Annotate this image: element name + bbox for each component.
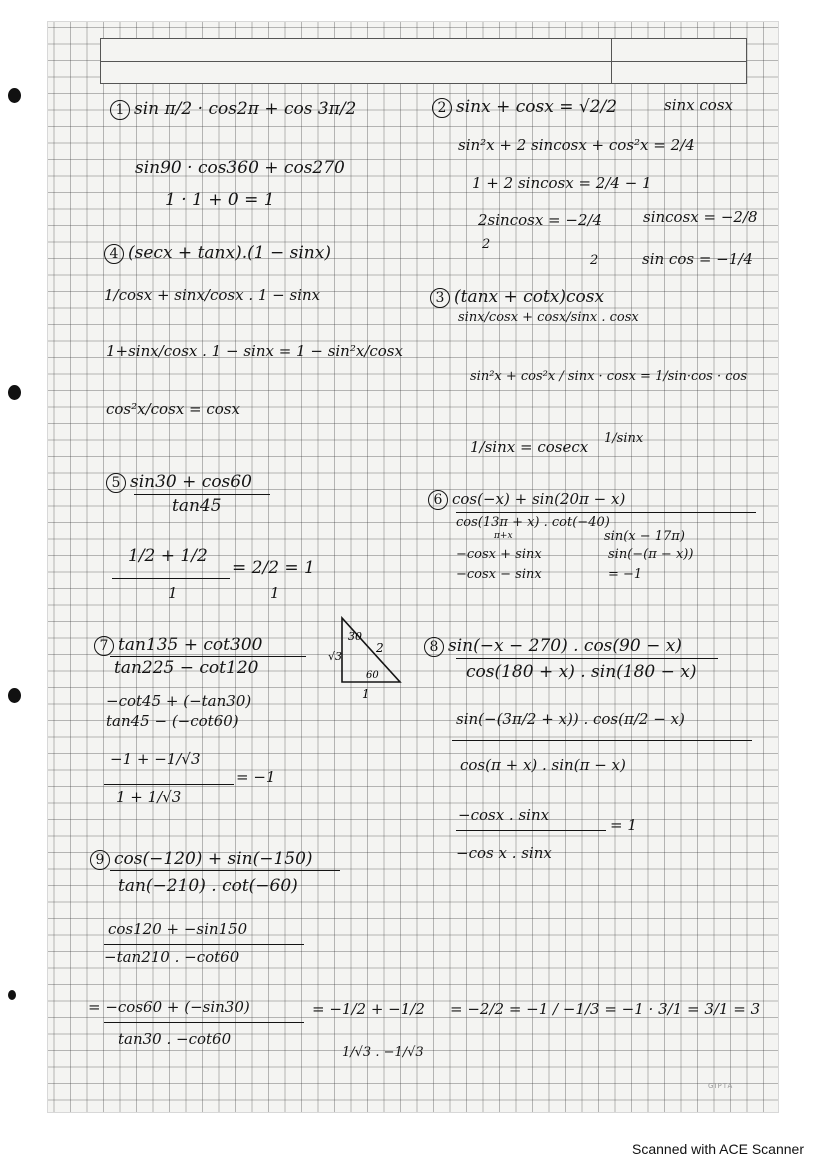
problem-number: 8 — [424, 637, 444, 657]
fraction-bar — [104, 944, 304, 945]
problem-2-line-4b: sincosx = −2/8 — [643, 208, 758, 226]
punch-hole — [8, 990, 16, 1000]
problem-5-line-3b: = 2/2 = 1 — [232, 558, 315, 578]
problem-8-line-5b: = 1 — [610, 816, 637, 834]
problem-3-line-1: 3 (tanx + cotx)cosx — [430, 288, 604, 308]
fraction-bar — [134, 494, 270, 495]
triangle-hypotenuse: 2 — [376, 641, 384, 655]
triangle-side: √3 — [328, 650, 343, 663]
problem-number: 9 — [90, 850, 110, 870]
problem-8-line-5: −cosx . sinx — [458, 806, 550, 824]
problem-6-line-4b: = −1 — [608, 567, 643, 582]
problem-7-line-5b: = −1 — [236, 768, 276, 786]
problem-5-line-3: 1/2 + 1/2 — [128, 546, 208, 566]
problem-9-line-5: = −cos60 + (−sin30) — [88, 998, 250, 1016]
problem-6-line-2b: π+x — [494, 531, 513, 541]
problem-9-line-1: 9 cos(−120) + sin(−150) — [90, 850, 313, 870]
problem-8-line-4: cos(π + x) . sin(π − x) — [460, 756, 626, 774]
problem-number: 3 — [430, 288, 450, 308]
problem-7-line-1: 7 tan135 + cot300 — [94, 636, 262, 656]
problem-2-line-2: sin²x + 2 sincosx + cos²x = 2/4 — [458, 136, 695, 154]
problem-1-line-3: 1 · 1 + 0 = 1 — [165, 190, 275, 210]
problem-6-line-2c: sin(x − 17π) — [604, 529, 685, 544]
problem-5-line-4: 1 — [168, 584, 178, 602]
problem-6-line-3: −cosx + sinx — [456, 547, 542, 562]
header-box — [100, 38, 747, 84]
problem-3-line-2: sinx/cosx + cosx/sinx . cosx — [458, 310, 639, 325]
problem-7-line-5: −1 + −1/√3 — [110, 750, 201, 768]
scanner-watermark: Scanned with ACE Scanner — [632, 1141, 804, 1157]
problem-9-line-9: = −2/2 = −1 / −1/3 = −1 · 3/1 = 3/1 = 3 — [450, 1000, 761, 1018]
punch-hole — [8, 88, 21, 103]
problem-7-line-6: 1 + 1/√3 — [116, 788, 182, 806]
fraction-bar — [110, 870, 340, 871]
problem-8-line-6: −cos x . sinx — [456, 844, 552, 862]
triangle-base: 1 — [362, 687, 370, 701]
triangle-angle-bottom: 60 — [366, 670, 379, 681]
problem-9-line-3: cos120 + −sin150 — [108, 920, 248, 938]
fraction-bar — [456, 512, 756, 513]
problem-2-denominator-b: 2 — [590, 253, 599, 268]
problem-2-line-4: 2sincosx = −2/4 — [478, 211, 603, 229]
problem-7-line-4: tan45 − (−cot60) — [106, 712, 239, 730]
triangle-angle-top: 30 — [348, 630, 362, 643]
punch-hole — [8, 385, 21, 400]
problem-9-line-7: = −1/2 + −1/2 — [312, 1000, 425, 1018]
fraction-bar — [110, 656, 306, 657]
problem-number: 5 — [106, 473, 126, 493]
problem-6-line-3b: sin(−(π − x)) — [608, 547, 694, 562]
problem-2-denominator: 2 — [482, 237, 491, 252]
fraction-bar — [452, 740, 752, 741]
problem-3-line-4: 1/sinx = cosecx — [470, 438, 589, 456]
problem-8-line-2: cos(180 + x) . sin(180 − x) — [466, 662, 697, 682]
problem-9-line-8: 1/√3 . −1/√3 — [342, 1045, 424, 1060]
problem-number: 6 — [428, 490, 448, 510]
problem-6-line-4: −cosx − sinx — [456, 567, 542, 582]
problem-7-line-3: −cot45 + (−tan30) — [106, 692, 252, 710]
problem-2-line-3: 1 + 2 sincosx = 2/4 − 1 — [472, 174, 652, 192]
problem-3-line-3: sin²x + cos²x / sinx · cosx = 1/sin·cos · cos — [470, 369, 748, 384]
problem-4-line-3: 1+sinx/cosx . 1 − sinx = 1 − sin²x/cosx — [106, 342, 403, 360]
problem-6-line-1: 6 cos(−x) + sin(20π − x) — [428, 490, 625, 510]
fraction-bar — [456, 830, 606, 831]
problem-9-line-6: tan30 . −cot60 — [118, 1030, 232, 1048]
header-divider — [101, 61, 746, 62]
problem-8-line-1: 8 sin(−x − 270) . cos(90 − x) — [424, 637, 682, 657]
fraction-bar — [104, 1022, 304, 1023]
problem-number: 7 — [94, 636, 114, 656]
problem-5-line-1: 5 sin30 + cos60 — [106, 473, 252, 493]
problem-7-line-2: tan225 − cot120 — [114, 658, 259, 678]
problem-5-line-4b: 1 — [270, 584, 280, 602]
fraction-bar — [456, 658, 718, 659]
problem-9-line-4: −tan210 . −cot60 — [104, 948, 240, 966]
problem-2-aside: sinx cosx — [664, 96, 733, 114]
problem-2-result: sin cos = −1/4 — [642, 250, 753, 268]
fraction-bar — [112, 578, 230, 579]
triangle-diagram — [330, 612, 410, 702]
problem-4-line-1: 4 (secx + tanx).(1 − sinx) — [104, 244, 331, 264]
problem-4-line-2: 1/cosx + sinx/cosx . 1 − sinx — [104, 286, 321, 304]
problem-number: 1 — [110, 100, 130, 120]
problem-5-line-2: tan45 — [172, 496, 222, 516]
problem-8-line-3: sin(−(3π/2 + x)) . cos(π/2 − x) — [456, 710, 685, 728]
fraction-bar — [104, 784, 234, 785]
problem-1-line-2: sin90 · cos360 + cos270 — [135, 158, 345, 178]
problem-4-line-4: cos²x/cosx = cosx — [106, 400, 240, 418]
problem-number: 2 — [432, 98, 452, 118]
problem-number: 4 — [104, 244, 124, 264]
problem-3-line-4b: 1/sinx — [604, 431, 644, 446]
header-column-divider — [611, 39, 612, 83]
problem-9-line-2: tan(−210) . cot(−60) — [118, 876, 298, 896]
problem-1-line-1: 1 sin π/2 · cos2π + cos 3π/2 — [110, 100, 356, 120]
corner-mark: GIPTA — [708, 1082, 734, 1090]
problem-6-line-2: cos(13π + x) . cot(−40) — [456, 515, 610, 530]
problem-2-line-1: 2 sinx + cosx = √2/2 — [432, 98, 617, 118]
punch-hole — [8, 688, 21, 703]
